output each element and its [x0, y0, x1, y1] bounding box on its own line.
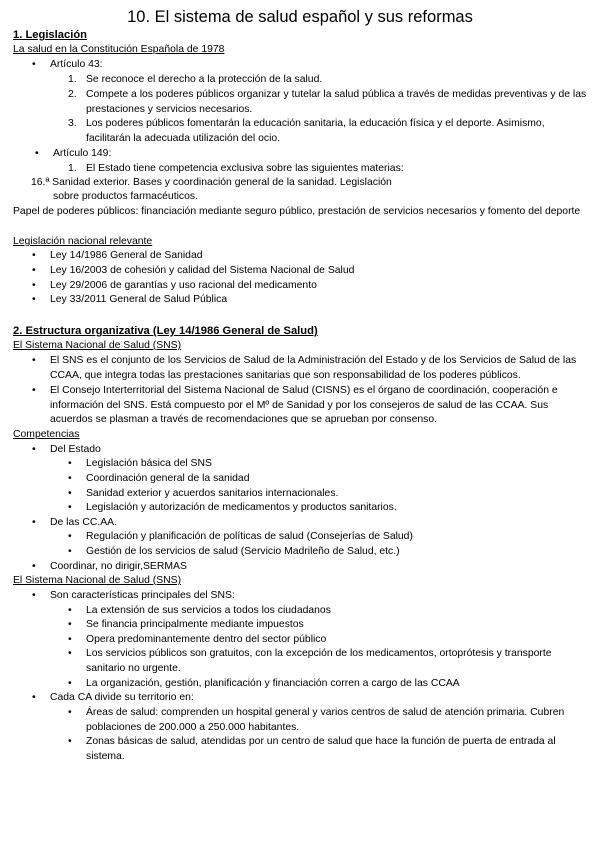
list-item-caract-5: • La organización, gestión, planificación y financiación corren a cargo de las CCAA	[86, 677, 460, 692]
list-item-cada-ca: • Cada CA divide su territorio en:	[50, 691, 194, 706]
subheading-competencias: Competencias	[13, 429, 80, 440]
section-1-heading: 1. Legislación	[13, 29, 87, 41]
section-2-heading: 2. Estructura organizativa (Ley 14/1986 General de Salud)	[13, 325, 318, 337]
list-item-ley-4: • Ley 33/2011 General de Salud Pública	[50, 293, 227, 308]
subheading-legislacion-nacional: Legislación nacional relevante	[13, 236, 153, 247]
art149-note-line-1: 16.ª Sanidad exterior. Bases y coordinación general de la sanidad. Legislación	[31, 177, 392, 188]
list-item-del-estado: • Del Estado	[50, 443, 101, 458]
list-item-ley-2: • Ley 16/2003 de cohesión y calidad del Sistema Nacional de Salud	[50, 264, 354, 279]
list-item-ley-3: • Ley 29/2006 de garantías y uso racional del medicamento	[50, 279, 317, 294]
list-item-articulo-43: • Artículo 43:	[50, 58, 103, 73]
list-item-caract-4: • Los servicios públicos son gratuitos, con la excepción de los medicamentos, ortoprótesis y transporte sanitario no urgente.	[86, 647, 590, 676]
list-item-ccaa: • De las CC.AA.	[50, 516, 117, 531]
list-item-ccaa-2: • Gestión de los servicios de salud (Servicio Madrileño de Salud, etc.)	[86, 545, 400, 560]
subheading-constitucion: La salud en la Constitución Española de 1978	[13, 44, 225, 55]
list-item-art149-1: 1. El Estado tiene competencia exclusiva sobre las siguientes materias:	[68, 163, 404, 174]
subheading-sns-2: El Sistema Nacional de Salud (SNS)	[13, 575, 182, 586]
list-item-art43-1: 1. Se reconoce el derecho a la protección de la salud.	[68, 74, 323, 85]
list-item-sns-definicion: • El SNS es el conjunto de los Servicios de Salud de la Administración del Estado y de los Servicios de Salud de las CCAA, que integra todas las prestaciones sanitarias que son responsabilidad de los poderes públicos.	[50, 354, 592, 383]
list-item-cisns: • El Consejo Interterritorial del Sistema Nacional de Salud (CISNS) es el órgano de coordinación, cooperación e información del SNS. Está compuesto por el Mº de Sanidad y por los consejeros de salud de las CCAA. Sus acuerdos se plasman a través de recomendaciones que se aprueban por consenso.	[50, 384, 592, 428]
list-item-coordinar: • Coordinar, no dirigir,SERMAS	[50, 560, 187, 575]
list-item-estado-3: • Sanidad exterior y acuerdos sanitarios internacionales.	[86, 487, 338, 502]
list-item-caract-2: • Se financia principalmente mediante impuestos	[86, 618, 304, 633]
list-item-areas-salud: • Áreas de salud: comprenden un hospital general y varios centros de salud de atención primaria. Cubren poblaciones de 200.000 a 250.000 habitantes.	[86, 706, 576, 735]
list-item-caract-1: • La extensión de sus servicios a todos los ciudadanos	[86, 604, 331, 619]
list-item-estado-4: • Legislación y autorización de medicamentos y productos sanitarios.	[86, 501, 397, 516]
list-item-caract-3: • Opera predominantemente dentro del sector público	[86, 633, 326, 648]
list-item-zonas-basicas: • Zonas básicas de salud, atendidas por un centro de salud que hace la función de puerta de entrada al sistema.	[86, 735, 588, 764]
subheading-sns: El Sistema Nacional de Salud (SNS)	[13, 340, 182, 351]
list-item-ley-1: • Ley 14/1986 General de Sanidad	[50, 249, 203, 264]
list-item-articulo-149: • Artículo 149:	[53, 147, 111, 162]
papel-poderes-publicos: Papel de poderes públicos: financiación mediante seguro público, prestación de servicios necesarios y fomento del deporte	[13, 206, 581, 217]
list-item-art43-2: 2. Compete a los poderes públicos organizar y tutelar la salud pública a través de medidas preventivas y de las prestaciones y servicios necesarios.	[68, 89, 587, 115]
page-title: 10. El sistema de salud español y sus reformas	[127, 8, 473, 26]
list-item-estado-1: • Legislación básica del SNS	[86, 457, 212, 472]
list-item-caracteristicas: • Son características principales del SNS:	[50, 589, 235, 604]
list-item-estado-2: • Coordinación general de la sanidad	[86, 472, 249, 487]
list-item-art43-3: 3. Los poderes públicos fomentarán la educación sanitaria, la educación física y el deporte. Asimismo, facilitarán la adecuada utilización del ocio.	[68, 118, 545, 144]
art149-note-line-2: sobre productos farmacéuticos.	[53, 191, 198, 202]
list-item-ccaa-1: • Regulación y planificación de políticas de salud (Consejerías de Salud)	[86, 530, 413, 545]
